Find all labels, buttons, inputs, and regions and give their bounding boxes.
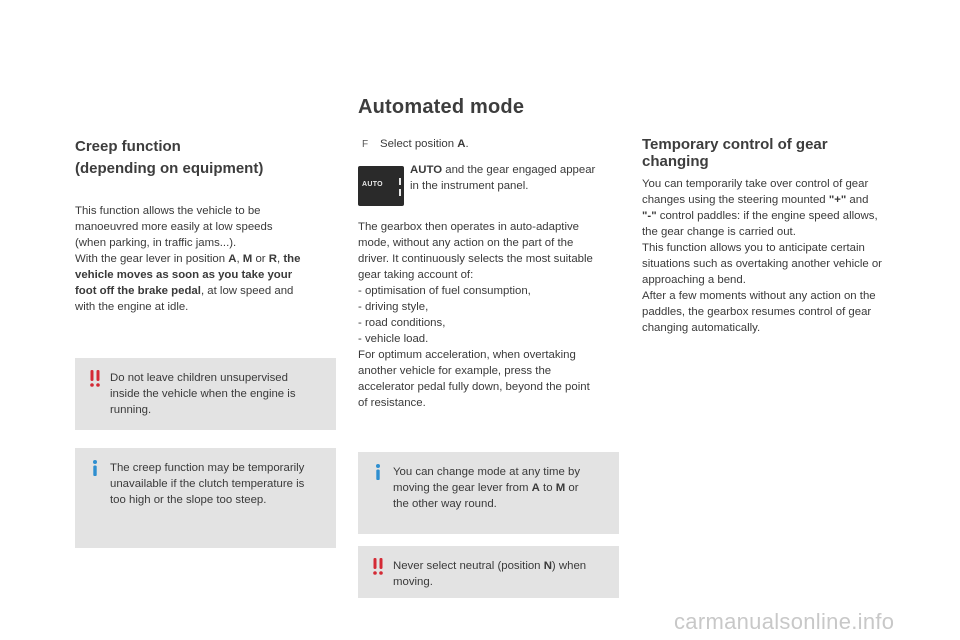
text-line	[642, 208, 882, 224]
text-segment: moving the gear lever from	[393, 482, 532, 494]
gearbox-operation-paragraph	[358, 219, 593, 411]
text-line	[75, 251, 300, 267]
text-line: unavailable if the clutch temperature is	[110, 478, 305, 490]
text-segment: situations such as overtaking another vehicle or	[642, 258, 882, 270]
warning-box-neutral	[358, 546, 619, 598]
text-segment: and	[846, 194, 869, 206]
text-segment: ) when	[551, 560, 587, 572]
instrument-panel-auto-display	[358, 166, 404, 206]
creep-heading-line: (depending on equipment)	[75, 160, 264, 177]
text-line	[642, 320, 882, 336]
text-segment: the gear change is carried out.	[642, 226, 796, 238]
text-line	[75, 235, 300, 251]
text-segment: .	[465, 138, 469, 150]
text-segment: with the engine at idle.	[75, 301, 189, 313]
info-change-mode-text	[393, 464, 580, 512]
text-line: driver. It continuously selects the most suitable	[358, 253, 593, 265]
text-line	[75, 203, 300, 219]
emphasis-text: "+"	[828, 194, 847, 206]
creep-function-paragraph	[75, 203, 300, 315]
text-segment: This function allows you to anticipate certain	[642, 242, 865, 254]
text-segment: With the gear lever in position	[75, 253, 229, 265]
emphasis-text: R	[268, 253, 277, 265]
emphasis-text: A	[228, 253, 237, 265]
temporary-heading-line: Temporary control of gear	[642, 136, 828, 153]
text-line	[393, 480, 580, 496]
text-segment: the other way round.	[393, 498, 497, 510]
text-line	[410, 178, 595, 194]
list-item: - road conditions,	[358, 317, 446, 329]
text-segment: You can change mode at any time by	[393, 466, 581, 478]
list-item: - vehicle load.	[358, 333, 429, 345]
warning-icon	[85, 368, 105, 388]
text-line: gear taking account of:	[358, 269, 474, 281]
text-line	[393, 558, 586, 574]
auto-indicator-description	[410, 162, 595, 194]
emphasis-text: M	[555, 482, 566, 494]
info-icon	[85, 458, 105, 478]
emphasis-text: A	[531, 482, 540, 494]
text-line: inside the vehicle when the engine is	[110, 388, 296, 400]
list-item: - optimisation of fuel consumption,	[358, 285, 531, 297]
emphasis-text: N	[543, 560, 552, 572]
text-line	[393, 496, 580, 512]
emphasis-text: foot off the brake pedal	[75, 285, 201, 297]
emphasis-text: "-"	[642, 210, 657, 222]
text-segment: (when parking, in traffic jams...).	[75, 237, 237, 249]
text-line	[75, 283, 300, 299]
emphasis-text: A	[457, 138, 466, 150]
text-line	[642, 272, 882, 288]
text-segment: , at low speed and	[200, 285, 294, 297]
text-line	[393, 464, 580, 480]
text-line	[642, 224, 882, 240]
text-line	[642, 304, 882, 320]
text-line	[642, 240, 882, 256]
text-line: accelerator pedal fully down, beyond the point	[358, 381, 590, 393]
text-segment: moving.	[393, 576, 433, 588]
text-line	[642, 192, 882, 208]
gear-indicator-bar	[399, 189, 401, 196]
text-segment: and the gear engaged appear	[442, 164, 596, 176]
creep-function-heading	[75, 136, 263, 180]
text-segment: in the instrument panel.	[410, 180, 529, 192]
warning-children-text	[110, 370, 296, 418]
text-segment: Select position	[380, 138, 458, 150]
auto-display-label: AUTO	[362, 181, 383, 188]
text-segment: Never select neutral (position	[393, 560, 544, 572]
emphasis-text: vehicle moves as soon as you take your	[75, 269, 293, 281]
text-segment: paddles, the gearbox resumes control of gear	[642, 306, 872, 318]
text-line: For optimum acceleration, when overtaking	[358, 349, 576, 361]
step-bullet-icon: F	[362, 139, 369, 150]
text-line	[410, 162, 595, 178]
temporary-control-paragraph	[642, 176, 882, 336]
text-segment: or	[252, 253, 269, 265]
info-box-creep	[75, 448, 336, 548]
text-line: Do not leave children unsupervised	[110, 372, 288, 384]
emphasis-text: M	[242, 253, 253, 265]
watermark: carmanualsonline.info	[674, 609, 895, 634]
text-segment: approaching a bend.	[642, 274, 746, 286]
gear-indicator-bar	[399, 178, 401, 185]
warning-icon	[368, 556, 388, 576]
list-item: - driving style,	[358, 301, 429, 313]
text-segment: ,	[277, 253, 284, 265]
info-creep-text	[110, 460, 304, 508]
info-icon	[368, 462, 388, 482]
text-segment: manoeuvred more easily at low speeds	[75, 221, 273, 233]
text-segment: This function allows the vehicle to be	[75, 205, 261, 217]
text-line	[393, 574, 586, 590]
text-segment: control paddles: if the engine speed allows,	[656, 210, 878, 222]
select-position-text	[380, 138, 469, 150]
text-segment: After a few moments without any action on the	[642, 290, 876, 302]
select-position-step	[362, 136, 469, 153]
text-line	[75, 267, 300, 283]
warning-box-children	[75, 358, 336, 430]
text-segment: You can temporarily take over control of gear	[642, 178, 869, 190]
text-line: another vehicle for example, press the	[358, 365, 552, 377]
text-line: of resistance.	[358, 397, 426, 409]
text-line: running.	[110, 404, 152, 416]
emphasis-text: AUTO	[410, 164, 443, 176]
text-segment: to	[539, 482, 556, 494]
text-line	[642, 176, 882, 192]
emphasis-text: the	[283, 253, 301, 265]
text-line	[642, 256, 882, 272]
text-line: too high or the slope too steep.	[110, 494, 267, 506]
text-line	[75, 299, 300, 315]
temporary-heading-line: changing	[642, 153, 709, 170]
text-segment: changes using the steering mounted	[642, 194, 829, 206]
warning-neutral-text	[393, 558, 586, 590]
text-segment: ,	[236, 253, 243, 265]
text-line: The creep function may be temporarily	[110, 462, 305, 474]
creep-heading-line: Creep function	[75, 138, 181, 155]
text-line: mode, without any action on the part of the	[358, 237, 574, 249]
text-segment: changing automatically.	[642, 322, 761, 334]
info-box-change-mode	[358, 452, 619, 534]
text-line	[642, 288, 882, 304]
text-line	[75, 219, 300, 235]
page-title: Automated mode	[358, 96, 525, 118]
text-line: The gearbox then operates in auto-adaptive	[358, 221, 580, 233]
text-segment: or	[565, 482, 579, 494]
temporary-control-heading	[642, 136, 828, 170]
